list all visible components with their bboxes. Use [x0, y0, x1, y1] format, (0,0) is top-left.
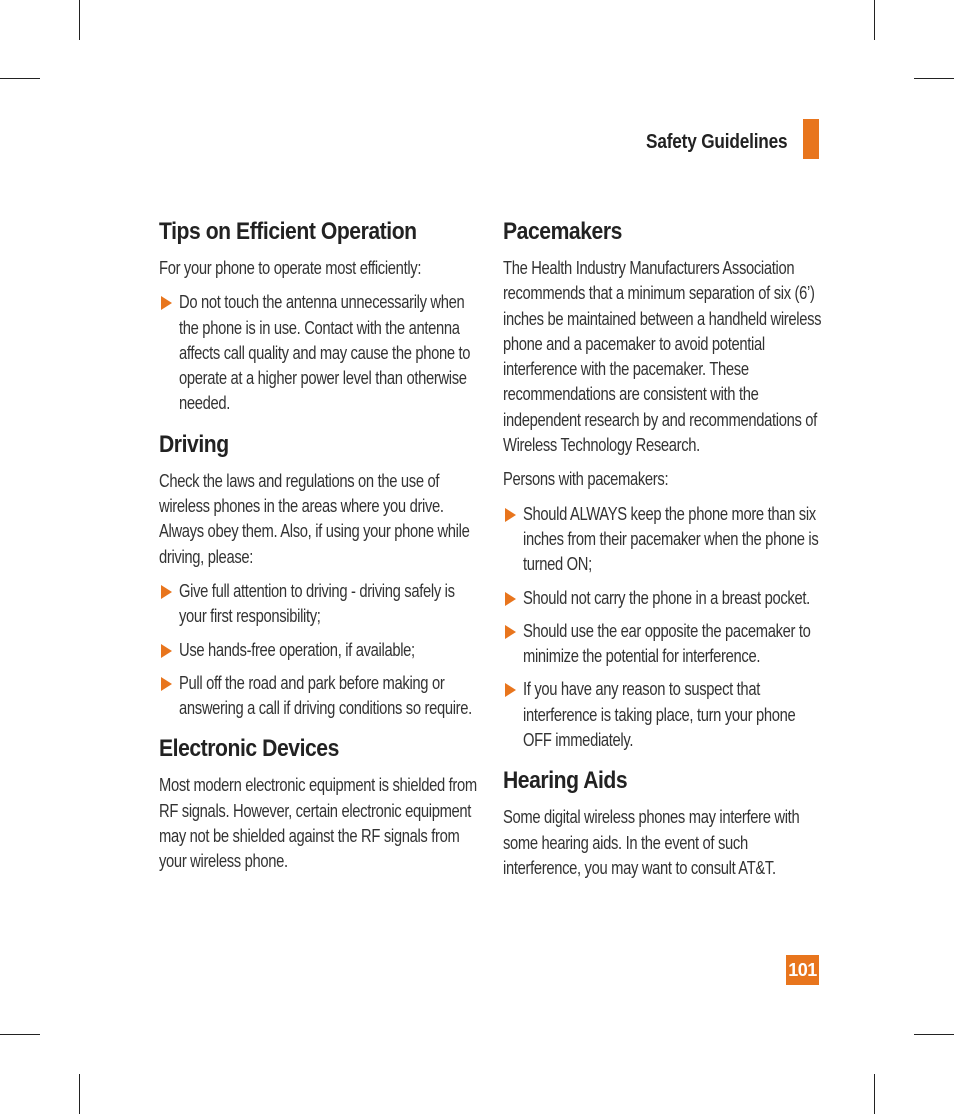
list-item: Pull off the road and park before making or answering a call if driving conditions so require. — [159, 671, 479, 722]
section-heading: Pacemakers — [503, 218, 622, 245]
header-accent-tab — [803, 119, 819, 159]
crop-mark — [79, 1074, 80, 1114]
list-item: Do not touch the antenna unnecessarily when the phone is in use. Contact with the antenna affects call quality and may cause the phone to operate at a higher power level than otherwise needed. — [159, 290, 479, 416]
bullet-list — [159, 290, 479, 416]
page-header-title: Safety Guidelines — [645, 131, 787, 153]
arrow-bullet-icon — [505, 625, 516, 639]
arrow-bullet-icon — [161, 585, 172, 599]
arrow-bullet-icon — [505, 592, 516, 606]
section-paragraph: Persons with pacemakers: — [503, 469, 669, 490]
section-paragraph: Most modern electronic equipment is shielded from RF signals. However, certain electronic equipment may not be shielded against the RF signals from your wireless phone. — [159, 775, 477, 872]
section-tips-efficient-operation — [159, 218, 479, 417]
list-item: If you have any reason to suspect that interference is taking place, turn your phone OFF immediately. — [503, 677, 823, 753]
section-electronic-devices — [159, 735, 479, 874]
bullet-list — [159, 579, 479, 721]
section-driving — [159, 431, 479, 722]
page-number-badge: 101 — [786, 955, 819, 985]
section-paragraph: For your phone to operate most efficiently: — [159, 258, 422, 278]
section-hearing-aids — [503, 767, 823, 881]
crop-mark — [874, 1074, 875, 1114]
crop-mark — [0, 1034, 40, 1035]
section-paragraph: The Health Industry Manufacturers Association recommends that a minimum separation of six (6’) inches be maintained between a handheld wireless phone and a pacemaker to avoid potential interference with the pacemaker. These recommendations are consistent with the independent research by and recommendations of Wireless Technology Research. — [503, 258, 822, 456]
crop-mark — [874, 0, 875, 40]
section-paragraph: Some digital wireless phones may interfere with some hearing aids. In the event of such interference, you may want to consult AT&T. — [503, 807, 800, 878]
crop-mark — [914, 1034, 954, 1035]
crop-mark — [914, 78, 954, 79]
section-heading: Driving — [159, 430, 229, 458]
bullet-list — [503, 502, 823, 754]
section-heading: Electronic Devices — [159, 735, 339, 763]
list-item: Should not carry the phone in a breast pocket. — [503, 586, 823, 611]
list-item: Use hands-free operation, if available; — [159, 638, 479, 663]
right-column — [503, 218, 823, 893]
list-item: Give full attention to driving - driving safely is your first responsibility; — [159, 579, 479, 630]
arrow-bullet-icon — [161, 677, 172, 691]
list-item: Should use the ear opposite the pacemaker to minimize the potential for interference. — [503, 619, 823, 670]
section-heading: Hearing Aids — [503, 767, 628, 795]
arrow-bullet-icon — [505, 683, 516, 697]
section-paragraph: Check the laws and regulations on the use of wireless phones in the areas where you drive. Always obey them. Also, if using your phone while driving, please: — [159, 470, 470, 567]
section-heading: Tips on Efficient Operation — [159, 218, 417, 245]
arrow-bullet-icon — [161, 644, 172, 658]
arrow-bullet-icon — [505, 508, 516, 522]
arrow-bullet-icon — [161, 296, 172, 310]
crop-mark — [79, 0, 80, 40]
list-item: Should ALWAYS keep the phone more than six inches from their pacemaker when the phone is turned ON; — [503, 502, 823, 578]
left-column — [159, 218, 479, 887]
crop-mark — [0, 78, 40, 79]
section-pacemakers — [503, 218, 823, 753]
